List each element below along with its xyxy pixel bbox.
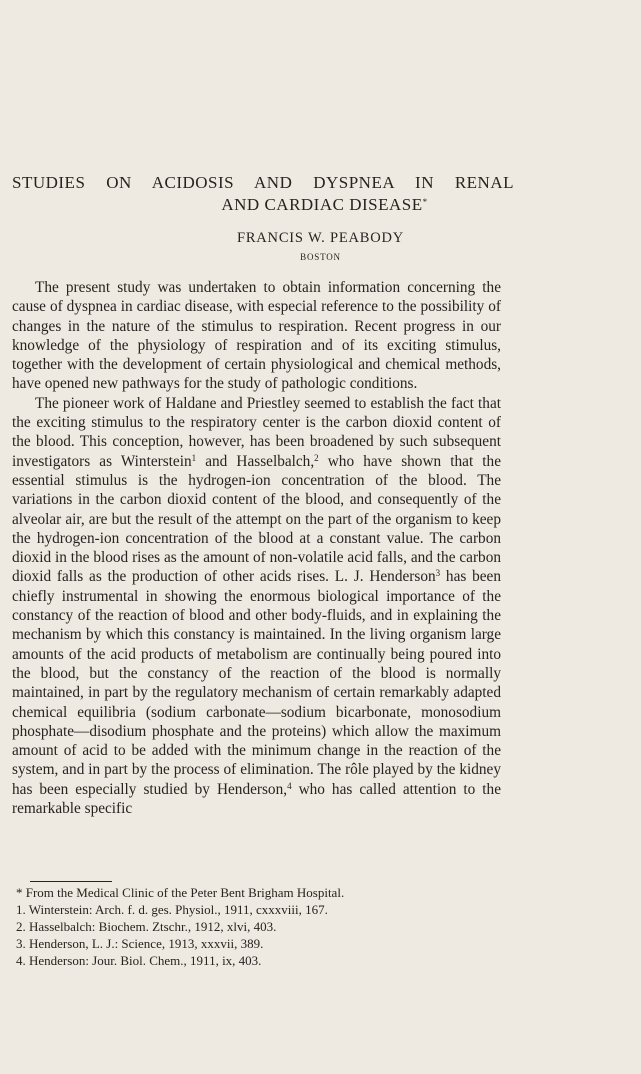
- author-location: BOSTON: [300, 252, 341, 262]
- footnotes: [16, 884, 486, 969]
- footnote-item: 4. Henderson: Jour. Biol. Chem., 1911, ix, 403.: [16, 953, 262, 968]
- footnote-divider: [30, 881, 112, 882]
- footnote-item: 2. Hasselbalch: Biochem. Ztschr., 1912, xlvi, 403.: [16, 919, 277, 934]
- ref-marker-3: 3: [435, 568, 441, 579]
- paragraph-2-text-b: and Hasselbalch,: [196, 452, 315, 470]
- footnote-item: 1. Winterstein: Arch. f. d. ges. Physiol., 1911, cxxxviii, 167.: [16, 902, 328, 917]
- footnote-item: * From the Medical Clinic of the Peter Bent Brigham Hospital.: [16, 885, 345, 900]
- title-line-2-text: AND CARDIAC DISEASE: [221, 195, 423, 214]
- paragraph-2: [12, 394, 501, 819]
- paragraph-2-text-a: The pioneer work of Haldane and Priestley seemed to establish the fact that the exciting stimulus to the respiratory center is the carbon dioxid content of the blood. This conception, however, has been broadened by such subsequent investigators as Winterstein: [12, 394, 501, 470]
- paragraph-2-text-d: has been chiefly instrumental in showing the enormous biological importance of the constancy of the reaction of blood and other body-fluids, and in explaining the mechanism by which this constancy is maintained. In the living organism large amounts of the acid products of metabolism are continually being poured into the blood, but the constancy of the reaction of the blood is normally maintained, in part by the regulatory mechanism of certain remarkably adapted chemical equilibria (sodium carbonate—sodium bicarbonate, monosodium phosphate—disodium phosphate and the proteins) which allow the maximum amount of acid to be added with the minimum change in the reaction of the system, and in part by the process of elimination. The rôle played by the kidney has been especially studied by Henderson,: [12, 568, 501, 798]
- paragraph-2-text-e: who has called attention to the remarkable specific: [12, 780, 501, 818]
- article-body: [12, 278, 501, 818]
- ref-marker-1: 1: [191, 452, 197, 463]
- title-footnote-mark: *: [422, 197, 428, 207]
- paragraph-2-text-c: who have shown that the essential stimulus is the hydrogen-ion concentration of the blood. The variations in the carbon dioxid content of the blood, and consequently of the alveolar air, are but the result of the attempt on the part of the organism to keep the hydrogen-ion concentration of the blood at a constant value. The carbon dioxid in the blood rises as the amount of non-volatile acid falls, and the carbon dioxid falls as the production of other acids rises. L. J. Henderson: [12, 452, 501, 586]
- paragraph-1: The present study was undertaken to obtain information concerning the cause of dyspnea in cardiac disease, with especial reference to the possibility of changes in the nature of the stimulus to respiration. Recent progress in our knowledge of the physiology of respiration and of its exciting stimulus, together with the development of certain physiological and chemical methods, have opened new pathways for the study of pathologic conditions.: [12, 279, 501, 393]
- title-line-2: [0, 194, 641, 216]
- article-title: [0, 172, 641, 216]
- footnote-item: 3. Henderson, L. J.: Science, 1913, xxxvii, 389.: [16, 936, 264, 951]
- ref-marker-4: 4: [287, 780, 292, 791]
- author-name: FRANCIS W. PEABODY: [236, 230, 405, 246]
- ref-marker-2: 2: [314, 452, 319, 463]
- title-line-1: STUDIES ON ACIDOSIS AND DYSPNEA IN RENAL: [12, 173, 514, 192]
